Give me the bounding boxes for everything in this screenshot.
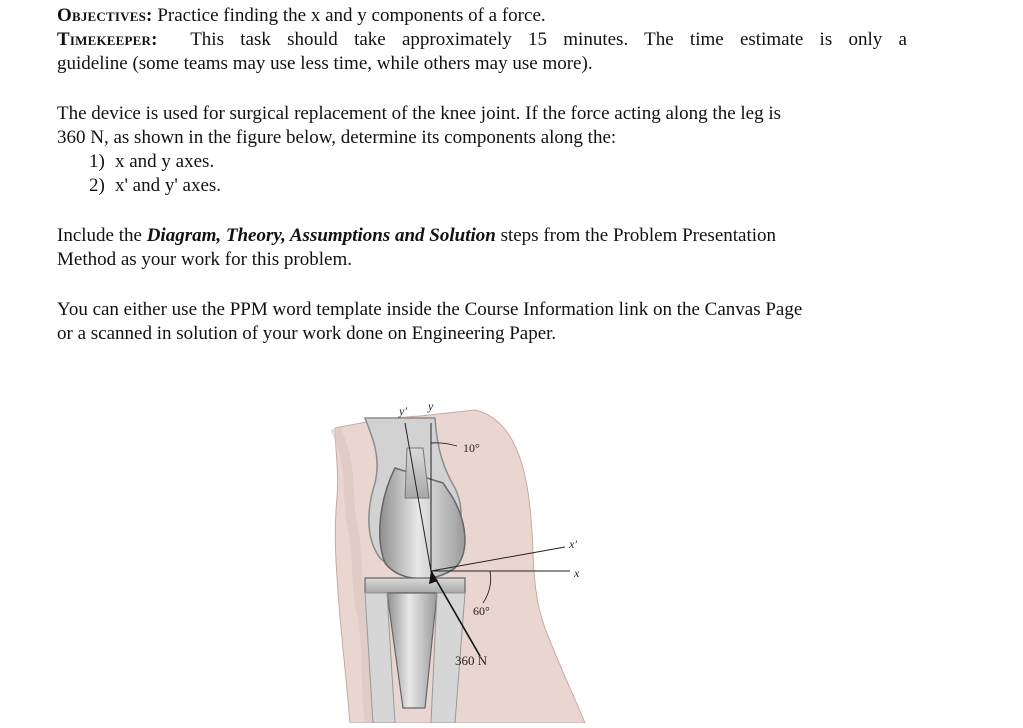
list-item [57,174,907,198]
list-item [57,150,907,174]
y-prime-label: y' [399,404,407,418]
include-suffix: steps from the Problem Presentation [495,225,777,246]
include-prefix: Include the [57,225,147,246]
objectives-text: Practice finding the x and y components of a force. [152,5,546,26]
list-item-number: 1) [89,151,105,172]
timekeeper-text-line1: This task should take approximately 15 minutes. The time estimate is only a [190,29,907,50]
angle-bottom-label: 60° [473,604,490,618]
objectives-label: Objectives: [57,5,153,26]
include-line-2: Method as your work for this problem. [57,249,352,270]
list-item-text: x and y axes. [115,151,215,172]
knee-joint-figure [325,388,615,723]
timekeeper-line [57,28,907,52]
objectives-line [57,4,907,28]
include-bold-terms: Diagram, Theory, Assumptions and Solution [146,225,496,246]
document-body [57,4,907,346]
y-label: y [428,399,434,413]
force-label: 360 N [455,653,488,668]
list-item-number: 2) [89,175,105,196]
timekeeper-label: Timekeeper: [57,29,158,50]
list-item-text: x' and y' axes. [115,175,222,196]
timekeeper-line-2: guideline (some teams may use less time, while others may use more). [57,53,593,74]
x-label: x [574,566,580,580]
tibial-tray [365,578,465,593]
include-line-1 [57,224,907,248]
problem-line-2: 360 N, as shown in the figure below, determine its components along the: [57,127,617,148]
knee-figure-svg [325,388,615,723]
template-note-line-1: You can either use the PPM word template inside the Course Information link on the Canvas Page [57,299,803,320]
components-list [57,150,907,198]
problem-line-1: The device is used for surgical replacement of the knee joint. If the force acting along the leg is [57,103,782,124]
template-note-line-2: or a scanned in solution of your work done on Engineering Paper. [57,323,557,344]
x-prime-label: x' [569,537,577,551]
angle-top-label: 10° [463,441,480,455]
